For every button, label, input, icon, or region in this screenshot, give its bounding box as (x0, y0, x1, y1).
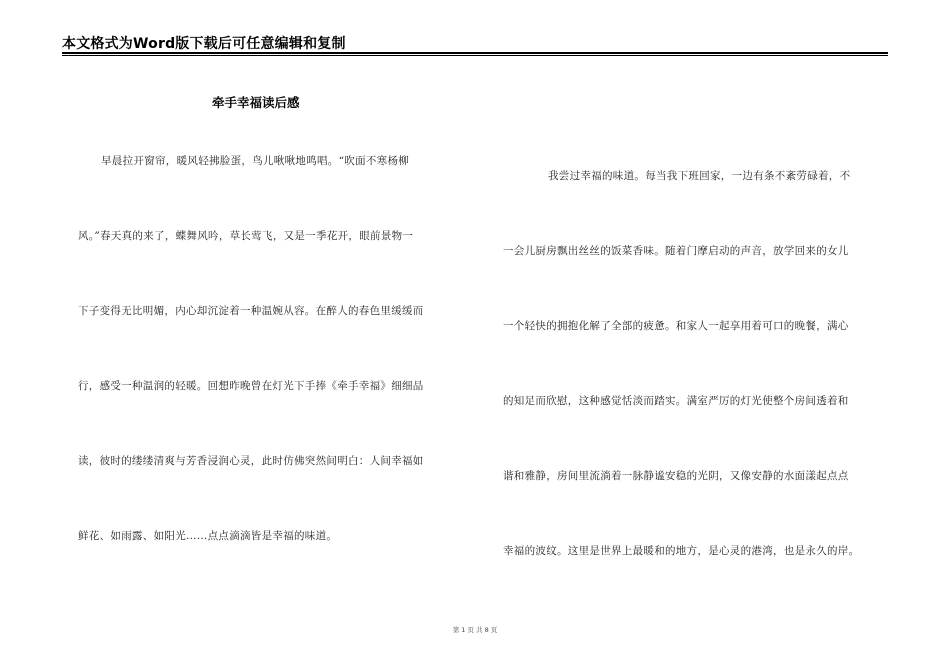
left-column-line: 下子变得无比明媚，内心却沉淀着一种温婉从容。在醉人的春色里缓缓而 (78, 305, 424, 317)
left-column-line: 读，彼时的缕缕清爽与芳香浸润心灵，此时仿佛突然间明白：人间幸福如 (78, 455, 424, 467)
header-rule (62, 52, 888, 54)
right-column-line: 一会儿厨房飘出丝丝的饭菜香味。随着门摩启动的声音，放学回来的女儿 (503, 245, 849, 257)
page-number: 第 1 页 共 8 页 (452, 626, 498, 634)
header-rule-thin (62, 55, 888, 56)
document-header-text: 本文格式为Word版下载后可任意编辑和复制 (62, 36, 346, 52)
document-title: 牵手幸福读后感 (212, 95, 300, 110)
left-column-line: 行，感受一种温润的轻暖。回想昨晚曾在灯光下手捧《牵手幸福》细细品 (78, 380, 424, 392)
left-column-line: 早晨拉开窗帘，暖风轻拂脸蛋，鸟儿啾啾地鸣唱。“吹面不寒杨柳 (101, 155, 410, 167)
left-column-line: 鲜花、如雨露、如阳光……点点滴滴皆是幸福的味道。 (78, 530, 338, 542)
right-column-line: 我尝过幸福的味道。每当我下班回家，一边有条不紊劳碌着，不 (548, 170, 851, 182)
right-column-line: 的知足而欣慰，这种感觉恬淡而踏实。满室严厉的灯光使整个房间透着和 (503, 395, 849, 407)
right-column-line: 幸福的波纹。这里是世界上最暖和的地方，是心灵的港湾，也是永久的岸。 (503, 545, 860, 557)
right-column-line: 谐和雅静，房间里流淌着一脉静谧安稳的光阴，又像安静的水面漾起点点 (503, 470, 849, 482)
right-column-line: 一个轻快的拥抱化解了全部的疲惫。和家人一起享用着可口的晚餐，满心 (503, 320, 849, 332)
left-column-line: 风。”春天真的来了，蝶舞风吟，草长莺飞，又是一季花开，眼前景物一 (78, 230, 414, 242)
